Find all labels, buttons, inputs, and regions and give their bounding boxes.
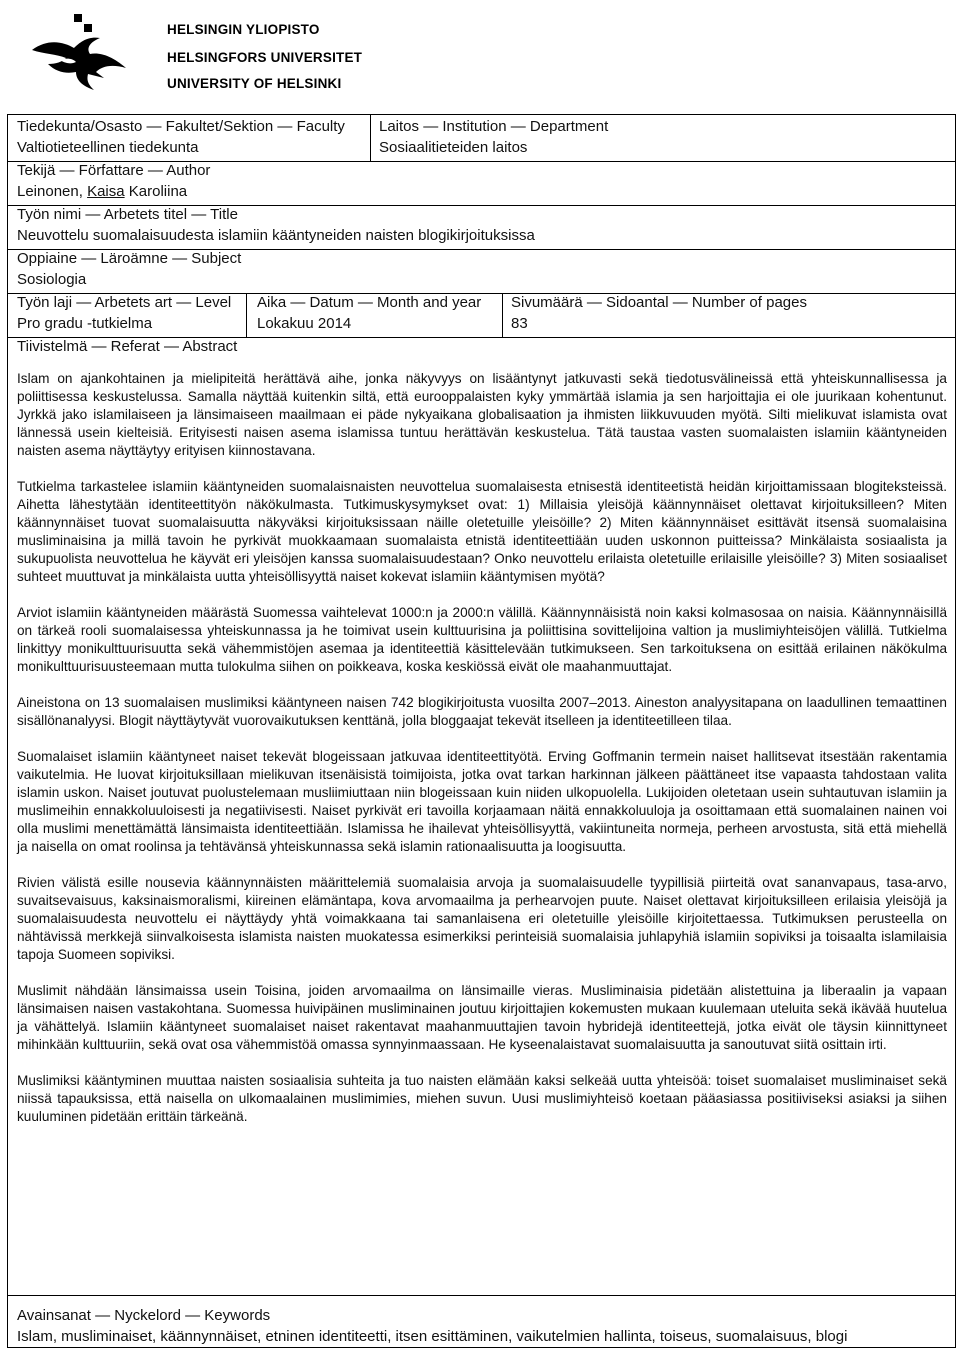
abstract-paragraph: Tutkielma tarkastelee islamiin kääntyneiden suomalaisnaisten neuvottelua suomalaisesta etnisestä identiteetistä heidän kirjoittamissaan blogiteksteissä. Aihetta lähestytään identiteettityön näkökulmasta. Tutkimuskysymykset ovat: 1) Millaisia yleisöjä käännynnäiset olettavat kirjoituksilleen? Miten käännynnäiset tuovat suomalaisuutta näkyväksi kirjoituksissaan näille oletetuille yleisöille? 2) Miten käännynnäiset esittävät itsensä suomalaisina musliminaisina ja millä tavoin he pyrkivät muokkaamaan suomalaista etnistä identiteettiään uuden uskonnon puitteissa? Minkälaista sosiaalista ja sukupuolista neuvottelua he käyvät eri yleisöjen kanssa suomalaisuudestaan? Onko neuvottelu erilaista oletetuille erilaisille yleisöille? 3) Miten sosiaaliset suhteet muuttuvat ja minkälaista uutta yhteisöllisyyttä naiset kokevat islamiin kääntymisen myötä? [17,479,947,584]
abstract-paragraph: Aineistona on 13 suomalaisen muslimiksi kääntyneen naisen 742 blogikirjoitusta vuosilta 2007–2013. Aineston analyysitapana on laadullinen temaattinen sisällönanalyysi. Blogit näyttäytyvät vuorovaikutuksen kenttänä, jolla bloggaajat tekevät itselleen ja identiteetilleen tilaa. [17,695,947,728]
faculty-label: Tiedekunta/Osasto — Fakultet/Sektion — Faculty [17,118,345,135]
university-logo [30,12,363,92]
level-value: Pro gradu -tutkielma [17,315,153,332]
logo-line-3: UNIVERSITY OF HELSINKI [167,76,342,91]
pages-label: Sivumäärä — Sidoantal — Number of pages [511,294,807,311]
title-label: Työn nimi — Arbetets titel — Title [17,206,238,223]
faculty-value: Valtiotieteellinen tiedekunta [17,139,199,156]
department-label: Laitos — Institution — Department [379,118,609,135]
date-value: Lokakuu 2014 [257,315,352,332]
thesis-abstract-form [7,114,956,1348]
author-middle-name: Karoliina [124,183,188,200]
abstract-paragraph: Muslimiksi kääntyminen muuttaa naisten sosiaalisia suhteita ja tuo naisten elämään kaksi selkeää uutta yhteisöä: toiset suomalaiset musliminaiset sekä niissä tapauksissa, että naisella on ulkomaalainen muslimimies, miehen suvun. Uusi muslimiyhteisö koetaan pääasiassa positiiviseksi asiaksi ja siihen kuuluminen pidetään erittäin tärkeänä. [17,1073,947,1124]
author-value [17,181,187,203]
date-label: Aika — Datum — Month and year [257,294,482,311]
author-label: Tekijä — Författare — Author [17,162,211,179]
author-given-name: Kaisa [87,183,125,200]
level-label: Työn laji — Arbetets art — Level [17,294,232,311]
logo-line-1: HELSINGIN YLIOPISTO [167,22,320,37]
abstract-paragraph: Rivien välistä esille nousevia käännynnäisten määrittelemiä suomalaisia arvoja ja suomalaisuudelle tyypillisiä piirteitä ovat sananvapaus, tasa-arvo, suvaitsevaisuus, kaksinaismoralismi, kiireinen elämäntapa, kova arvomaailma ja perhearvojen puute. Naiset olettavat kirjoituksilleen erilaisia yleisöjä ja suomalaisuudesta neuvottelu ei näyttäydy yhtä voimakkaana tai samanlaisena eri oletetuille yleisöille kirjoitettaessa. Tutkimuksen perusteella on nähtävissä merkkejä siinvalkoisesta islamista naisten muokatessa esimerkiksi perinteisiä suomalaisia juhlapyhiä islamiin sopiviksi ja toisaalta islamilaisia tapoja Suomeen sopiviksi. [17,875,947,962]
divider [246,293,247,337]
pages-value: 83 [511,315,528,332]
abstract-label: Tiivistelmä — Referat — Abstract [17,338,238,355]
logo-line-2: HELSINGFORS UNIVERSITET [167,50,363,65]
abstract-paragraph: Suomalaiset islamiin kääntyneet naiset tekevät blogeissaan jatkuvaa identiteettityötä. Erving Goffmanin termein naiset hallitsevat itsestään rakentamia vaikutelmia. He luovat kirjoituksillaan mielikuvan itsenäisistä toimijoista, jotka ovat tarkan harkinnan jälkeen päättäneet itse vapaasta tahdostaan valita islamin uskon. Naiset joutuvat puolustelemaan musliimiuttaan niin blogeissaan kuin niiden ulkopuolella. Lukijoiden oletetaan usein suhtautuvan islamiin ja muslimeihin ennakkoluuloisesti ja negatiivisesti. Naiset pyrkivät eri tavoilla korjaamaan näitä ennakkoluuloja ja osoittamaan että suomalainen nainen voi olla muslimi menettämättä länsimaista identiteettiään. Islamissa he ihailevat yhteisöllisyyttä, vakiintuneita normeja, perheen arvostusta, sitä että miehellä ja naisella on omat roolinsa ja tehtävänsä yhteiskunnassa sekä islamin rationaalisuutta ja loogisuutta. [17,749,947,854]
abstract-paragraph: Arviot islamiin kääntyneiden määrästä Suomessa vaihtelevat 1000:n ja 2000:n välillä. Käännynnäisistä noin kaksi kolmasosaa on naisia. Käännynnäisillä on tärkeä rooli suomalaisessa yhteiskunnassa ja he toimivat usein kulttuurisina ja poliittisina sovittelijoina valtion ja muslimiyhteisöjen välillä. Tutkielma linkittyy monikulttuurisuutta sekä vähemmistöjen asemaa ja identiteettiä käsittelevään tutkimukseen. Sen tarkoituksena on esittää erilainen näkökulma monikulttuurisuusteemaan mutta tulokulma siihen on poikkeava, koska keskiössä eivät ole maahanmuuttajat. [17,605,947,674]
abstract-paragraph: Muslimit nähdään länsimaissa usein Toisina, joiden arvomaailma on länsimaille vieras. Musliminaisia pidetään alistettuina ja liberaalin ja vapaan länsimaisen naisen vastakohtana. Suomessa huivipäinen musliminainen joutuu kirjoittajien kokemusten mukaan kuulemaan uteluita sekä ikävää huutelua ja vähättelyä. Islamiin kääntyneet suomalaiset naiset rakentavat maahanmuuttajien tavoin hybridejä identiteettejä, jotka eivät ole täysin kiinnittyneet mihinkään kulttuuriin, sekä ovat osa vähemmistöä omassa synnyinmaassaan. He kyseenalaistavat suomalaisuutta ja sanoutuvat siitä osittain irti. [17,983,947,1052]
subject-label: Oppiaine — Läroämne — Subject [17,250,242,267]
divider [502,293,503,337]
department-value: Sosiaalitieteiden laitos [379,139,528,156]
abstract-body [17,370,947,1144]
subject-value: Sosiologia [17,271,87,288]
divider [8,1295,955,1296]
flame-emblem-icon [30,12,130,92]
divider [370,115,371,161]
keywords-label: Avainsanat — Nyckelord — Keywords [17,1307,271,1324]
abstract-paragraph: Islam on ajankohtainen ja mielipiteitä herättävä aihe, jonka näkyvyys on lisääntynyt jatkuvasti sekä tiedotusvälineissä että yhteiskunnallisessa ja poliittisessa keskustelussa. Samalla näyttää kuitenkin siltä, että eurooppalaisten kyky ymmärtää islamia ja sen harjoittajia ei ole juurikaan kohentunut. Jyrkkä jako islamilaiseen ja länsimaiseen maailmaan ei päde nykyaikana globalisaation ja ihmisten liikkuvuuden myötä. Silti mielikuvat islamista ovat lännessä usein kielteisiä. Erityisesti naisen asema islamissa tuntuu herättävän keskustelua. Tätä taustaa vasten suomalaisten islamiin kääntyneiden naisten asema näyttäytyy erityisen kiinnostavana. [17,371,947,458]
keywords-value: Islam, musliminaiset, käännynnäiset, etninen identiteetti, itsen esittäminen, vaikutelmien hallinta, toiseus, suomalaisuus, blogi [17,1328,848,1345]
author-surname: Leinonen, [17,183,88,200]
title-value: Neuvottelu suomalaisuudesta islamiin kääntyneiden naisten blogikirjoituksissa [17,227,535,244]
